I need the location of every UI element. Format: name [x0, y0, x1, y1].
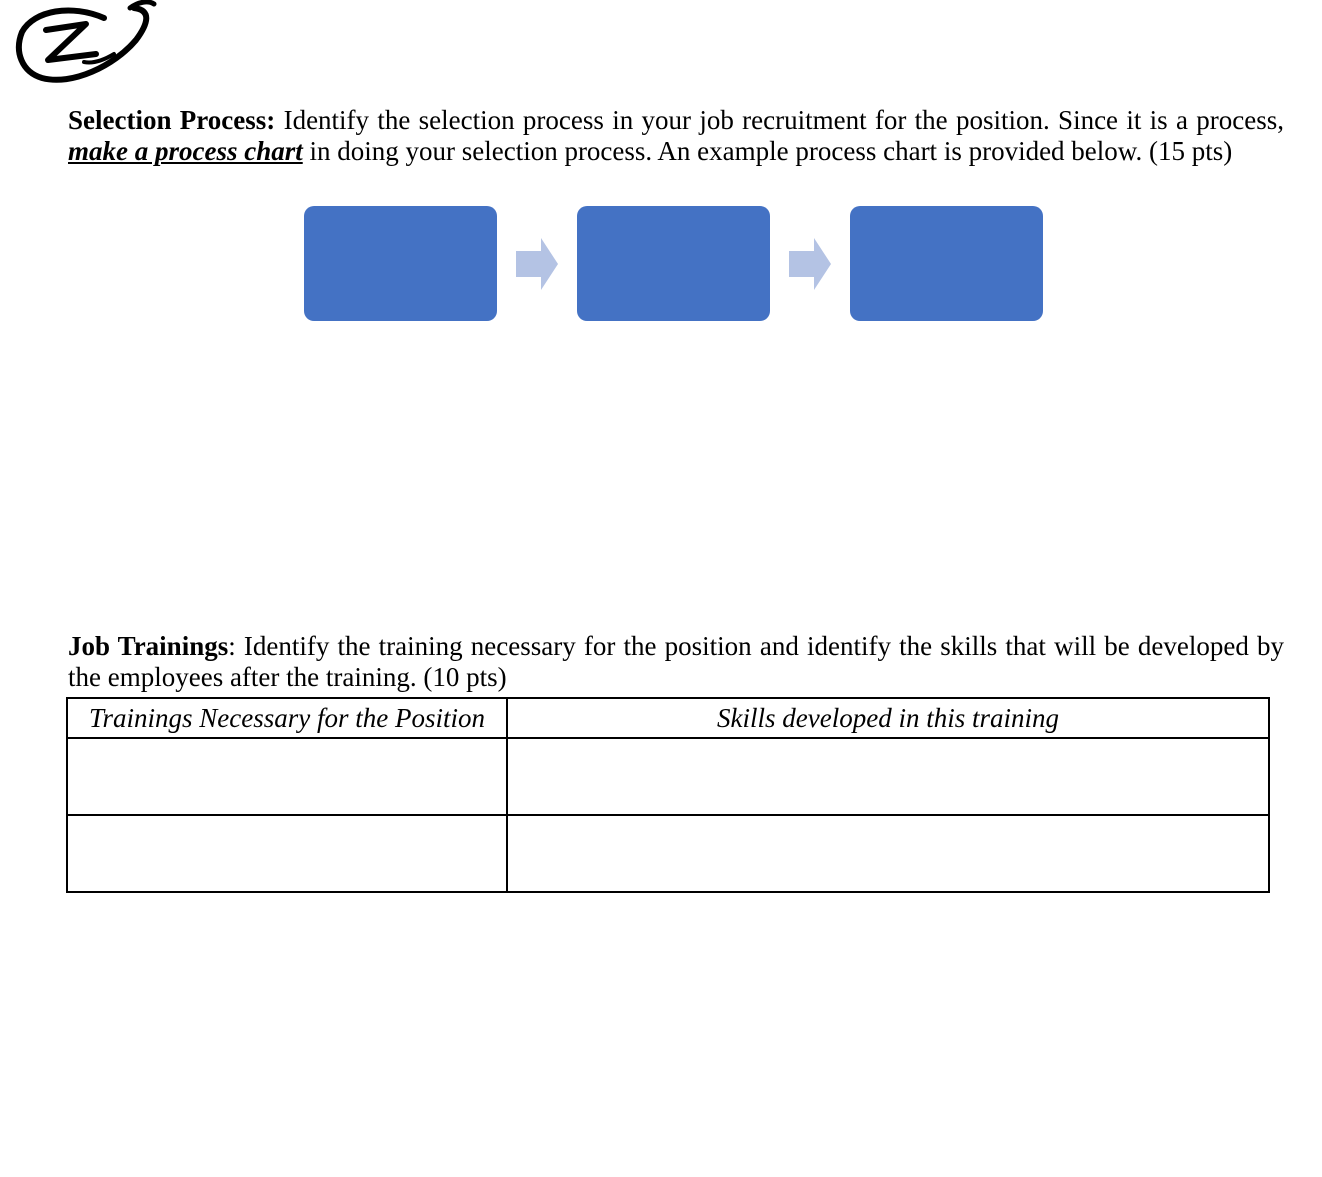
table-row	[67, 738, 1269, 815]
job-trainings-text: : Identify the training necessary for the position and identify the skills that will be developed by the employees after the training. (10 pts)	[68, 631, 1284, 692]
training-cell[interactable]	[67, 815, 507, 892]
process-arrow-1-icon	[516, 238, 560, 290]
process-step-2-box	[577, 206, 770, 321]
process-step-1-box	[304, 206, 497, 321]
process-arrow-2-icon	[789, 238, 833, 290]
selection-process-text-2: in doing your selection process. An example process chart is provided below. (15 pts)	[302, 136, 1233, 166]
process-step-3-box	[850, 206, 1043, 321]
table-row	[67, 815, 1269, 892]
selection-process-heading: Selection Process:	[68, 105, 276, 135]
skills-cell[interactable]	[507, 815, 1269, 892]
process-chart-emphasis: make a process chart	[68, 136, 303, 166]
handwritten-z-annotation	[14, 0, 164, 88]
trainings-column-header: Trainings Necessary for the Position	[67, 698, 507, 738]
selection-process-text-1: Identify the selection process in your job recruitment for the position. Since it is a process,	[275, 105, 1284, 135]
training-table	[66, 697, 1270, 893]
training-cell[interactable]	[67, 738, 507, 815]
skills-column-header: Skills developed in this training	[507, 698, 1269, 738]
job-trainings-paragraph	[68, 631, 1284, 693]
job-trainings-heading: Job Trainings	[68, 631, 229, 661]
table-header-row	[67, 698, 1269, 738]
skills-cell[interactable]	[507, 738, 1269, 815]
selection-process-paragraph	[68, 105, 1284, 167]
